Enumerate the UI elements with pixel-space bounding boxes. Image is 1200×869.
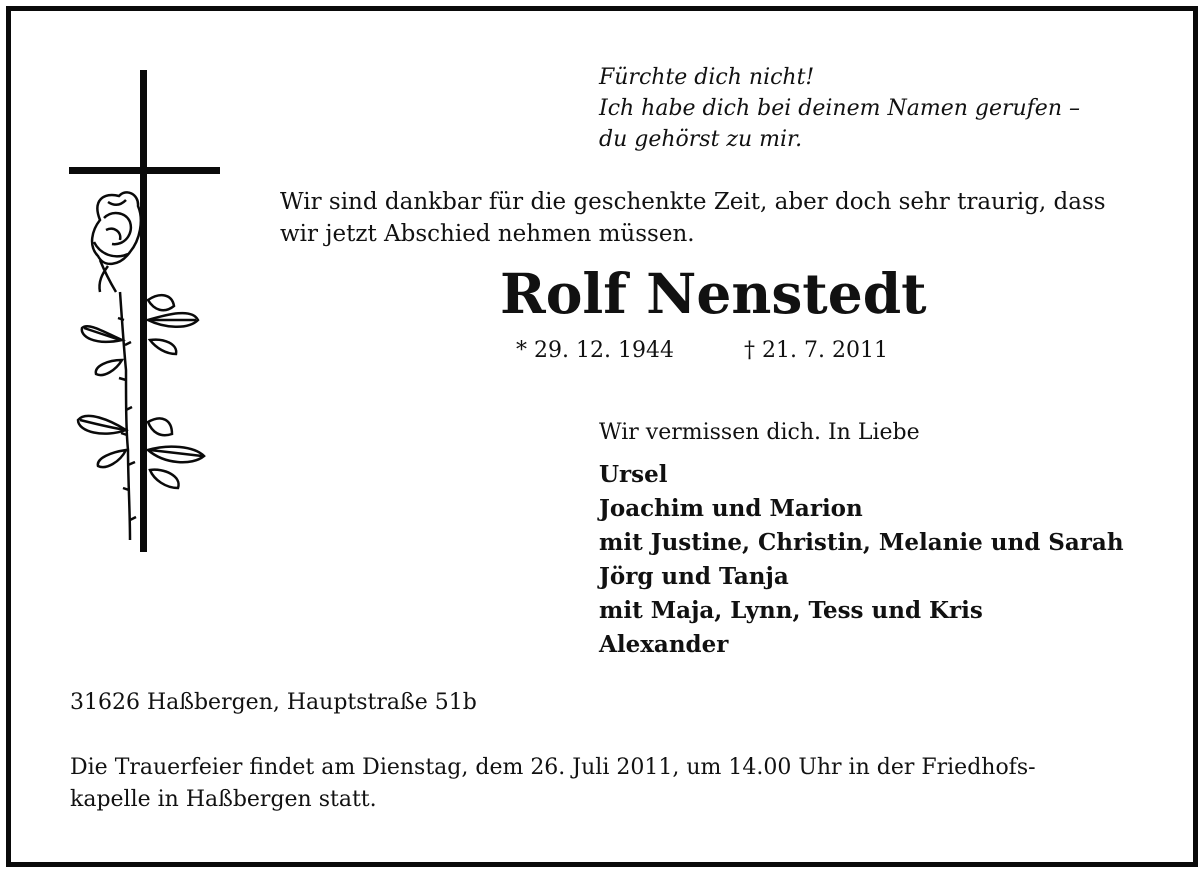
quote-line: Ich habe dich bei deinem Namen gerufen – <box>599 96 1080 121</box>
cross-with-rose-icon <box>64 70 224 555</box>
service-info <box>70 752 1036 816</box>
address: 31626 Haßbergen, Hauptstraße 51b <box>70 690 477 715</box>
mourners-list <box>599 458 1124 662</box>
mourner-line: Jörg und Tanja <box>599 563 789 590</box>
birth-date: * 29. 12. 1944 <box>516 338 674 363</box>
mourners-intro: Wir vermissen dich. In Liebe <box>599 420 920 445</box>
bible-quote <box>599 62 1080 155</box>
mourner-line: Ursel <box>599 461 668 488</box>
intro-line: wir jetzt Abschied nehmen müssen. <box>280 221 695 247</box>
quote-line: Fürchte dich nicht! <box>599 65 815 90</box>
mourner-line: mit Justine, Christin, Melanie und Sarah <box>599 529 1124 556</box>
service-line: kapelle in Haßbergen statt. <box>70 787 377 812</box>
death-date: † 21. 7. 2011 <box>744 338 888 363</box>
intro-text <box>280 186 1106 250</box>
mourner-line: mit Maja, Lynn, Tess und Kris <box>599 597 983 624</box>
deceased-name: Rolf Nenstedt <box>500 261 927 326</box>
mourner-line: Joachim und Marion <box>599 495 863 522</box>
intro-line: Wir sind dankbar für die geschenkte Zeit, aber doch sehr traurig, dass <box>280 189 1106 215</box>
mourner-line: Alexander <box>599 631 729 658</box>
service-line: Die Trauerfeier findet am Dienstag, dem 26. Juli 2011, um 14.00 Uhr in der Friedhofs- <box>70 755 1036 780</box>
quote-line: du gehörst zu mir. <box>599 127 803 152</box>
